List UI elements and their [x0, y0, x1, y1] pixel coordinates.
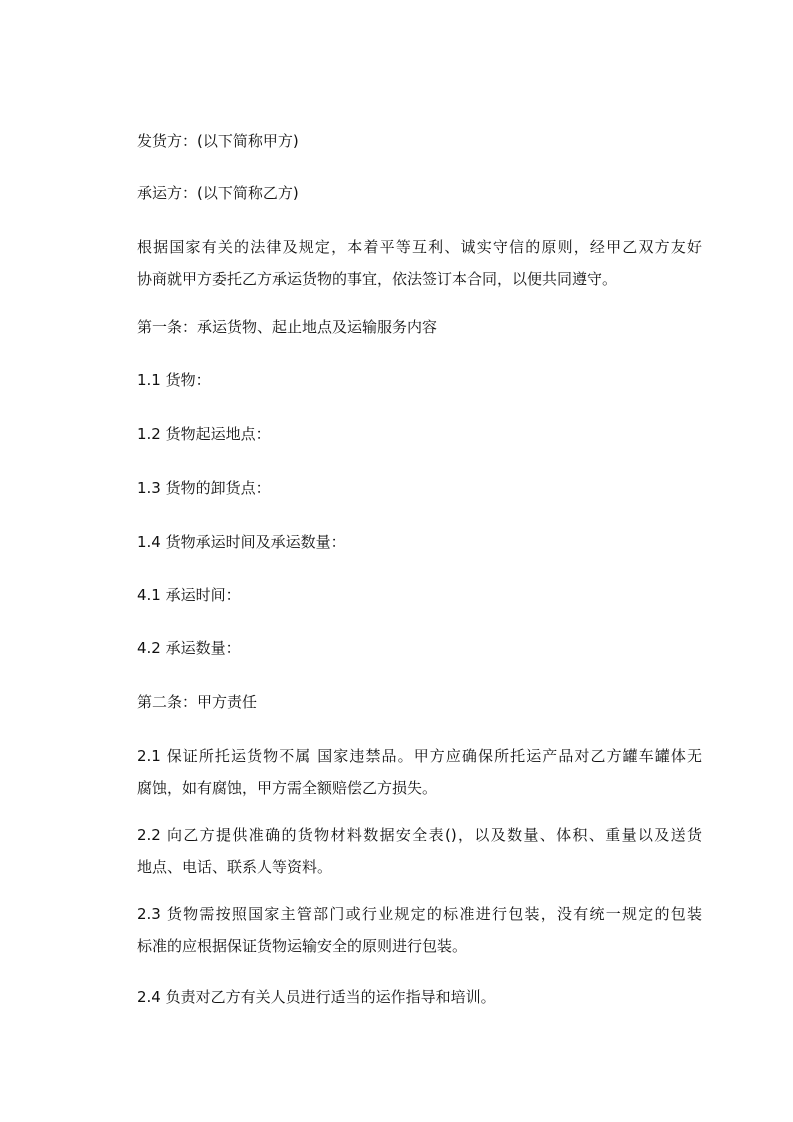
- clause-3-line-2: 标准的应根据保证货物运输安全的原则进行包装。: [137, 937, 468, 955]
- preamble-line-1: 根据国家有关的法律及规定，本着平等互利、诚实守信的原则，经甲乙双方友好: [137, 238, 702, 256]
- article1-item-time: 4.1 承运时间：: [137, 586, 241, 604]
- preamble-line-2: 协商就甲方委托乙方承运货物的事宜，依法签订本合同，以便共同遵守。: [137, 270, 618, 288]
- article2-clause-3: [137, 904, 702, 956]
- article1-item-origin: 1.2 货物起运地点：: [137, 425, 271, 443]
- preamble-paragraph: [137, 237, 702, 289]
- article2-clause-2: [137, 825, 702, 877]
- article1-item-goods: 1.1 货物：: [137, 371, 211, 389]
- clause-3-line-1: 2.3 货物需按照国家主管部门或行业规定的标准进行包装，没有统一规定的包装: [137, 905, 702, 923]
- clause-1-line-2: 腐蚀，如有腐蚀，甲方需全额赔偿乙方损失。: [137, 779, 438, 797]
- clause-2-line-2: 地点、电话、联系人等资料。: [137, 858, 333, 876]
- clause-2-line-1: 2.2 向乙方提供准确的货物材料数据安全表()，以及数量、体积、重量以及送货: [137, 826, 702, 844]
- article1-heading: 第一条：承运货物、起止地点及运输服务内容: [137, 318, 438, 336]
- article2-heading: 第二条：甲方责任: [137, 693, 258, 711]
- clause-1-line-1: 2.1 保证所托运货物不属 国家违禁品。甲方应确保所托运产品对乙方罐车罐体无: [137, 747, 702, 765]
- article2-clause-1: [137, 746, 702, 798]
- carrier-line: 承运方：(以下简称乙方): [137, 184, 299, 202]
- article2-clause-4: 2.4 负责对乙方有关人员进行适当的运作指导和培训。: [137, 988, 496, 1006]
- article1-item-unload: 1.3 货物的卸货点：: [137, 479, 271, 497]
- shipper-line: 发货方：(以下简称甲方): [137, 132, 299, 150]
- article1-item-quantity: 4.2 承运数量：: [137, 639, 241, 657]
- article1-item-time-quantity: 1.4 货物承运时间及承运数量：: [137, 533, 346, 551]
